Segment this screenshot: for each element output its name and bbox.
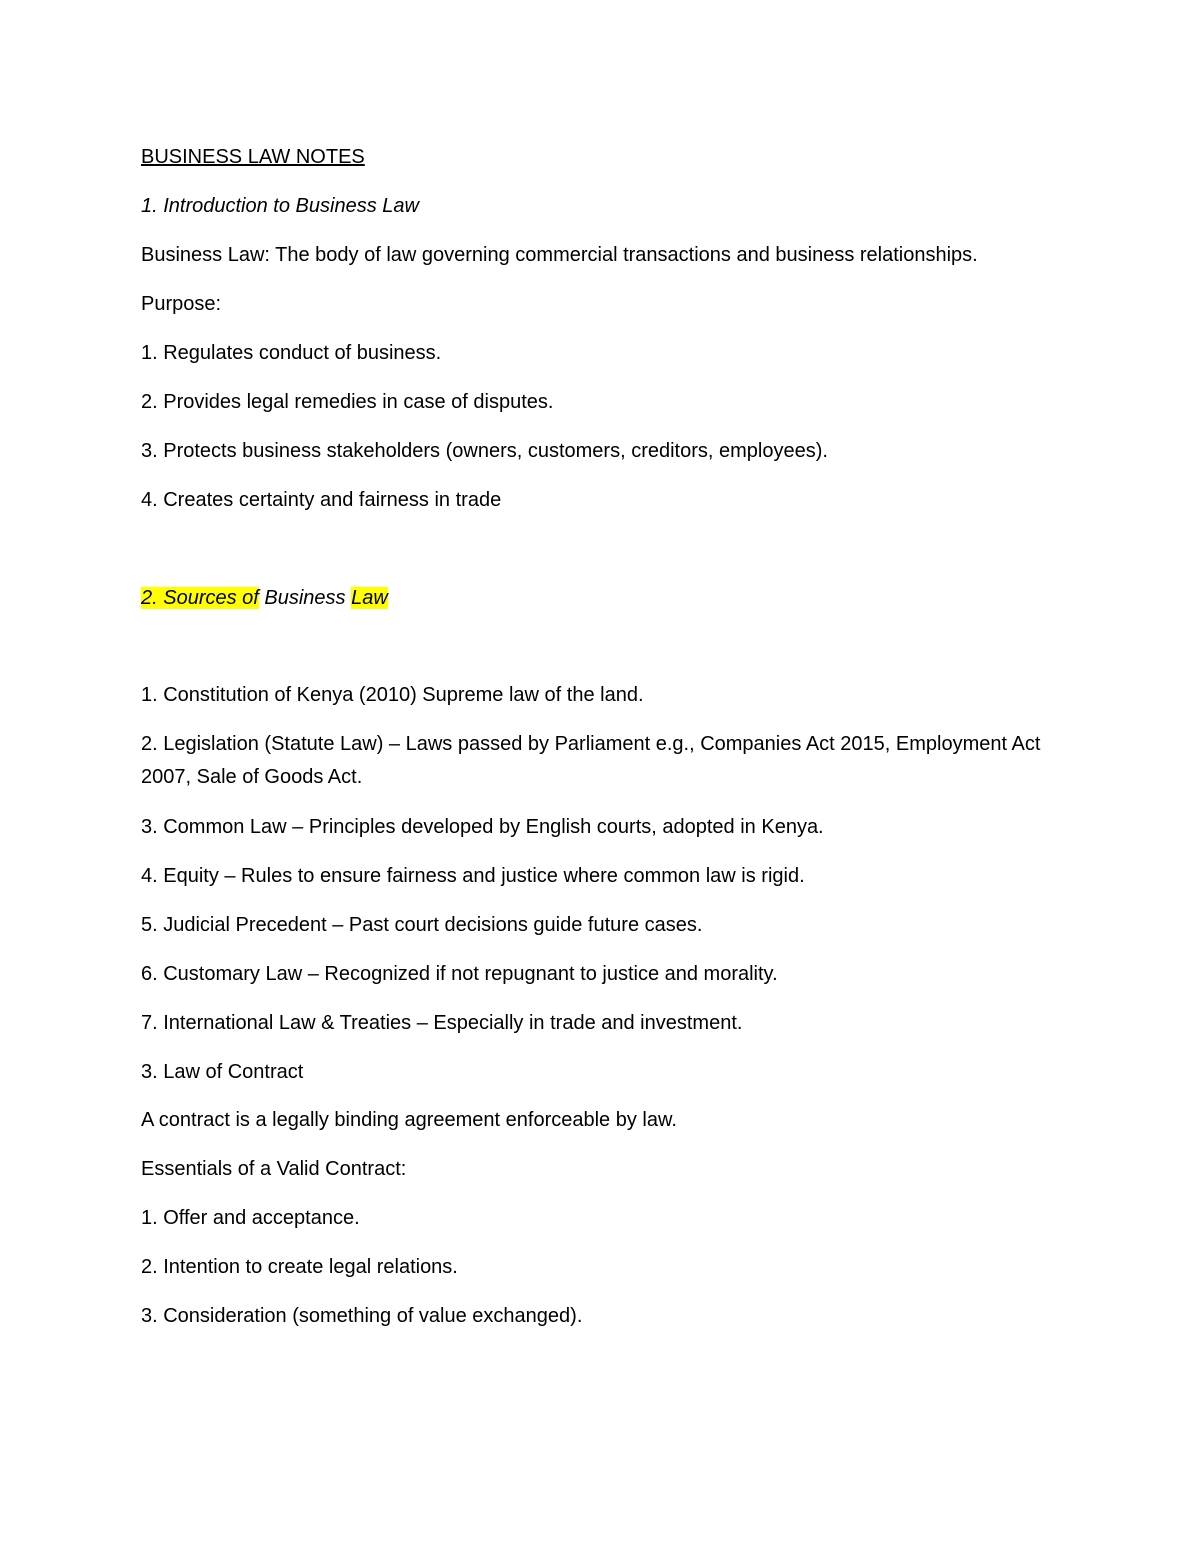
section1-heading: 1. Introduction to Business Law — [141, 195, 419, 217]
highlighted-text: 2. Sources of — [141, 587, 259, 609]
document-title: BUSINESS LAW NOTES — [141, 146, 365, 168]
source-item: 3. Common Law – Principles developed by English courts, adopted in Kenya. — [141, 816, 824, 838]
business-law-definition: Business Law: The body of law governing commercial transactions and business relationships. — [141, 244, 978, 266]
section3-heading: 3. Law of Contract — [141, 1061, 304, 1083]
essential-item: 3. Consideration (something of value exchanged). — [141, 1305, 583, 1327]
source-item: 5. Judicial Precedent – Past court decisions guide future cases. — [141, 914, 703, 936]
purpose-item: 1. Regulates conduct of business. — [141, 342, 442, 364]
source-item: 2. Legislation (Statute Law) – Laws passed by Parliament e.g., Companies Act 2015, Employment Act 2007, Sale of Goods Act. — [141, 733, 1041, 788]
purpose-item: 2. Provides legal remedies in case of disputes. — [141, 391, 554, 413]
essential-item: 2. Intention to create legal relations. — [141, 1256, 458, 1278]
purpose-label: Purpose: — [141, 293, 222, 315]
source-item: 7. International Law & Treaties – Especially in trade and investment. — [141, 1012, 743, 1034]
highlighted-text: Law — [351, 587, 388, 609]
section2-heading — [141, 586, 388, 611]
heading-text: Business — [258, 587, 352, 609]
contract-definition: A contract is a legally binding agreement enforceable by law. — [141, 1109, 677, 1131]
source-item: 1. Constitution of Kenya (2010) Supreme law of the land. — [141, 684, 644, 706]
essential-item: 1. Offer and acceptance. — [141, 1207, 360, 1229]
purpose-item: 4. Creates certainty and fairness in trade — [141, 489, 502, 511]
purpose-item: 3. Protects business stakeholders (owners, customers, creditors, employees). — [141, 440, 828, 462]
essentials-label: Essentials of a Valid Contract: — [141, 1158, 407, 1180]
source-item: 6. Customary Law – Recognized if not repugnant to justice and morality. — [141, 963, 778, 985]
source-item: 4. Equity – Rules to ensure fairness and justice where common law is rigid. — [141, 865, 805, 887]
